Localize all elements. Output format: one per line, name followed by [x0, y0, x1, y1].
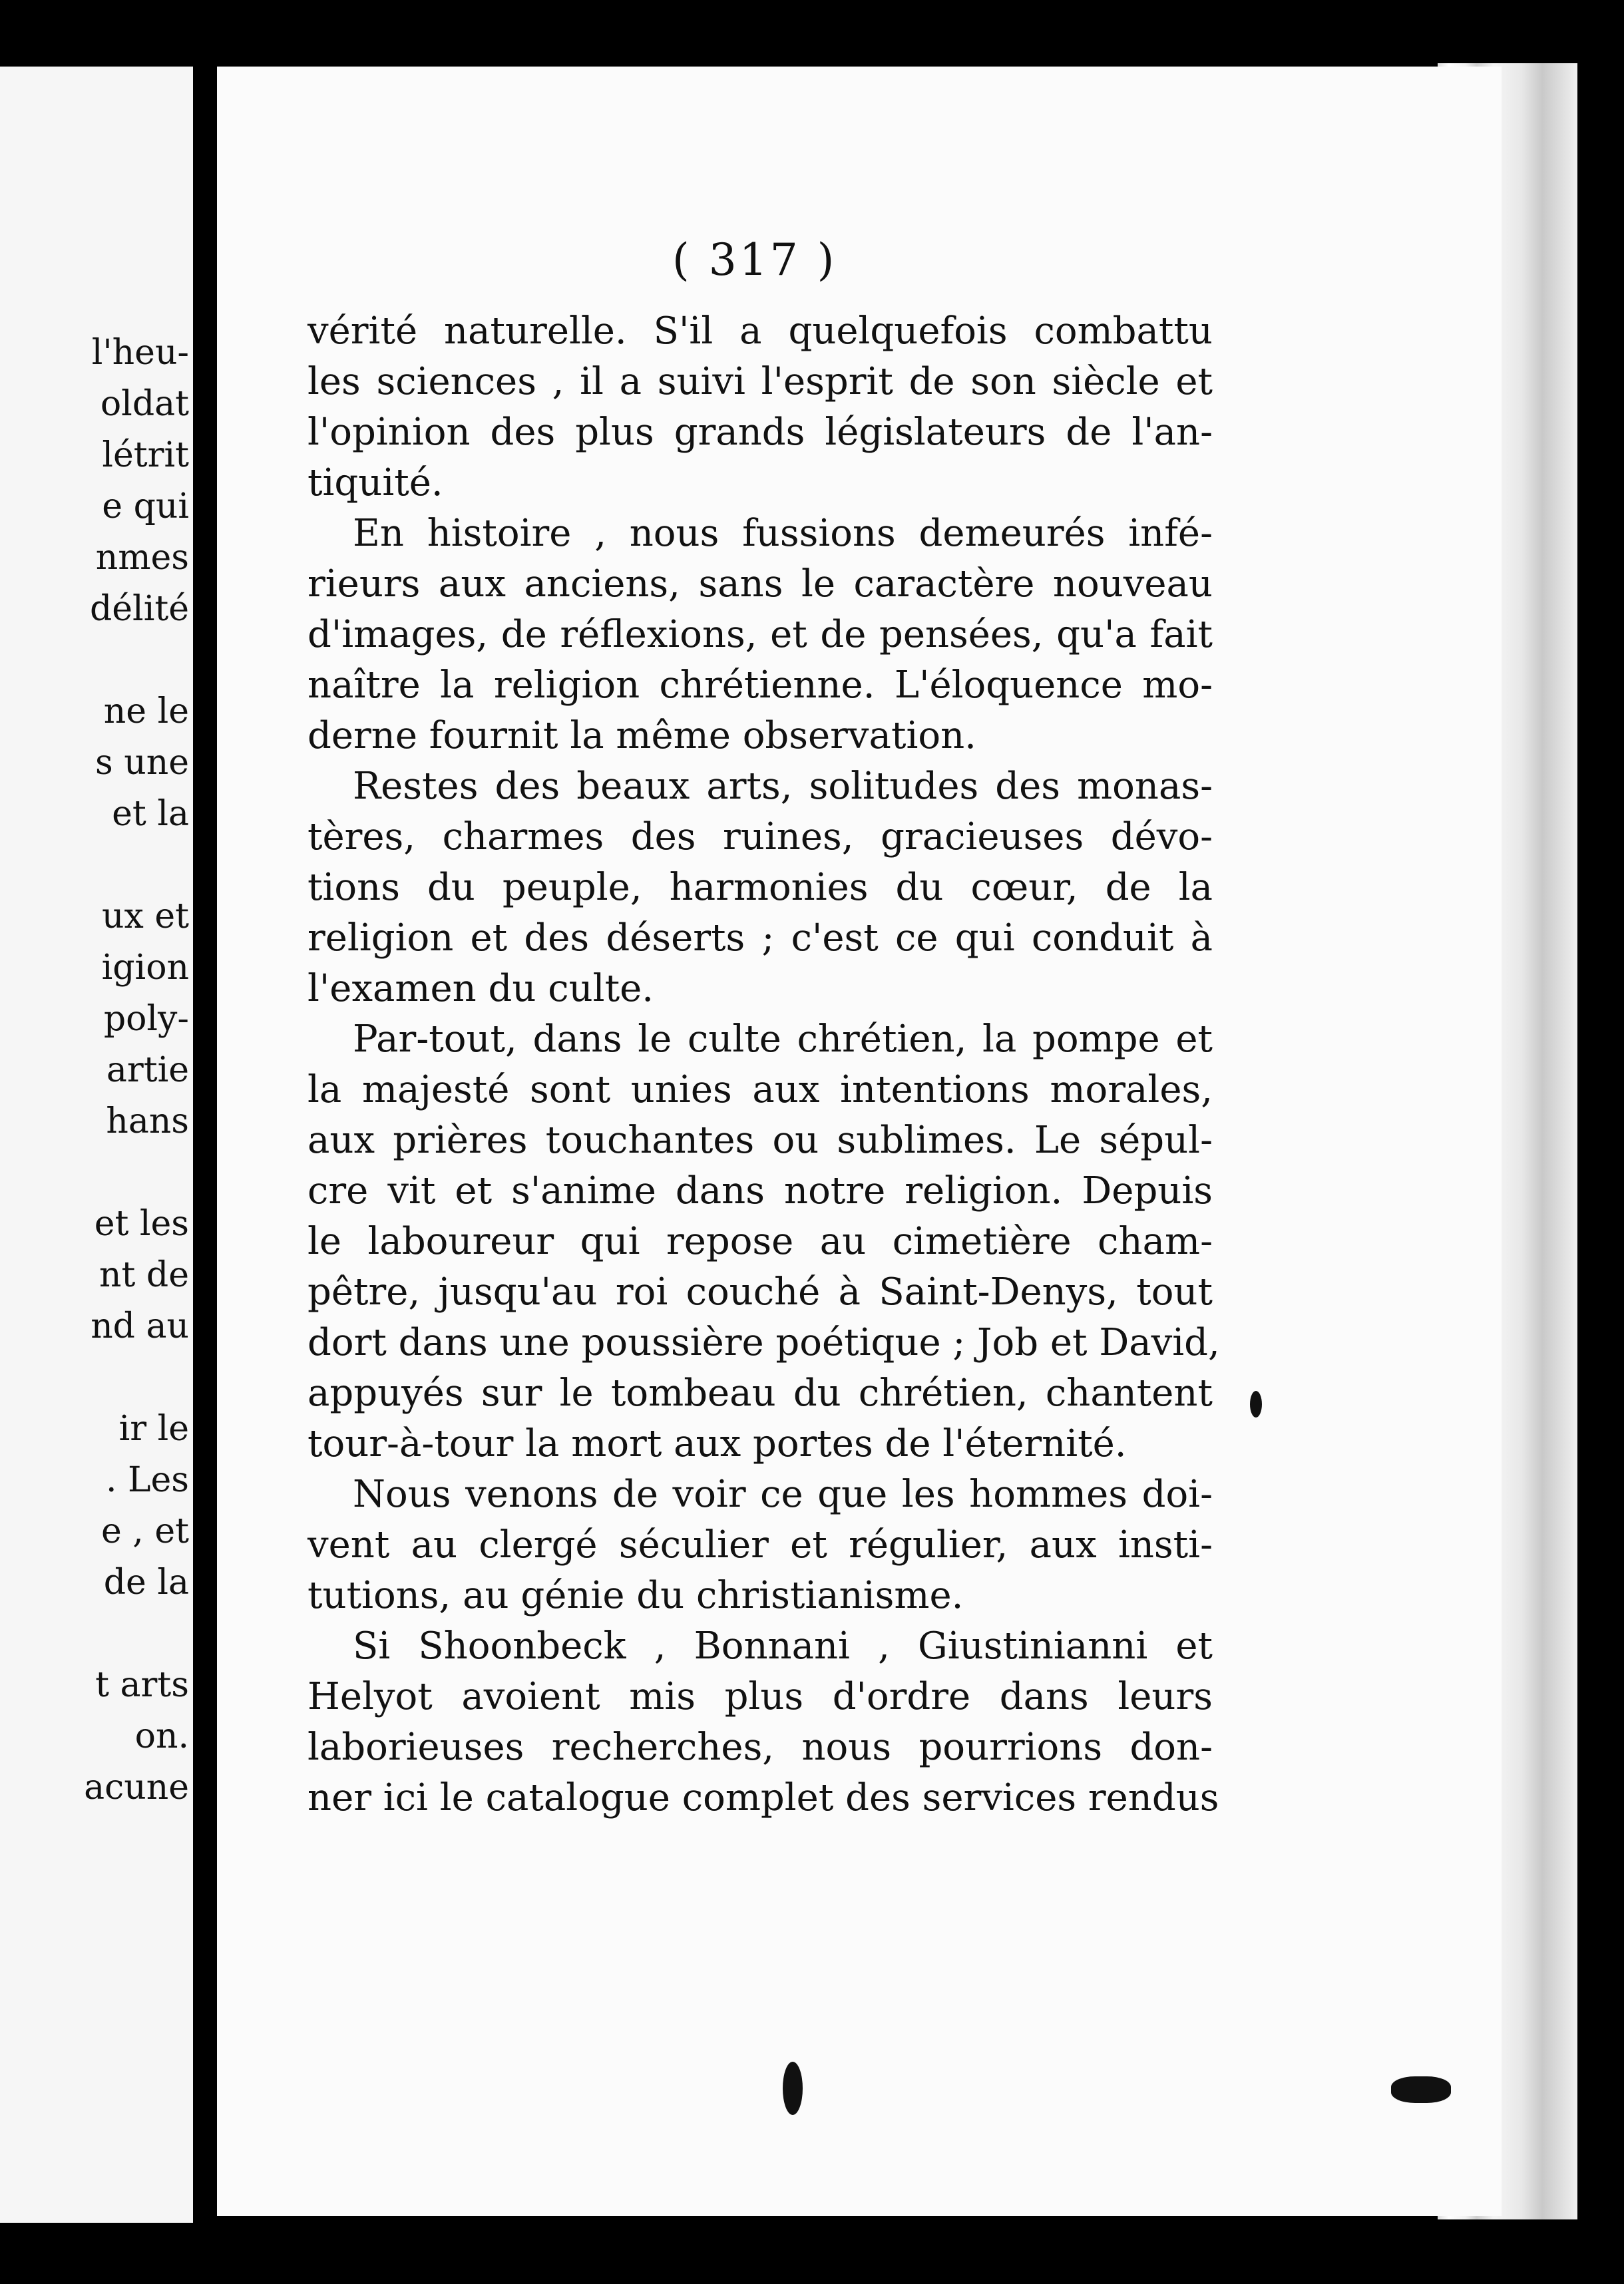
previous-page-line: ux et — [101, 896, 189, 936]
previous-page-line: nmes — [95, 538, 189, 578]
previous-page-line: poly- — [103, 999, 189, 1039]
text-line: En histoire , nous fussions demeurés infé- — [353, 512, 1213, 555]
text-line: tour-à-tour la mort aux portes de l'éternité. — [307, 1422, 1127, 1465]
body-text — [307, 306, 1220, 1823]
previous-page-line: ne le — [103, 691, 189, 731]
text-line: Par-tout, dans le culte chrétien, la pompe et — [353, 1018, 1213, 1061]
text-line: ner ici le catalogue complet des services rendus — [307, 1776, 1219, 1819]
text-line: appuyés sur le tombeau du chrétien, chantent — [307, 1372, 1213, 1415]
text-line: d'images, de réflexions, et de pensées, qu'a fait — [307, 613, 1213, 656]
previous-page-line: ir le — [118, 1409, 189, 1449]
previous-page-line: létrit — [102, 435, 189, 475]
previous-page-line: et la — [112, 794, 189, 834]
previous-page-line: nt de — [99, 1255, 189, 1295]
text-line: tiquité. — [307, 461, 443, 504]
text-line: religion et des déserts ; c'est ce qui conduit à — [307, 916, 1213, 960]
previous-page-line: nd au — [91, 1306, 189, 1346]
ink-blot — [1250, 1391, 1262, 1418]
previous-page-line: on. — [134, 1716, 189, 1756]
previous-page-line: s une — [95, 743, 189, 783]
text-line: l'opinion des plus grands législateurs de l'an- — [307, 411, 1213, 454]
previous-page-line: e qui — [102, 486, 189, 526]
previous-page-line: hans — [106, 1101, 189, 1141]
text-line: dort dans une poussière poétique ; Job et David, — [307, 1321, 1220, 1364]
text-line: Si Shoonbeck , Bonnani , Giustinianni et — [353, 1624, 1213, 1668]
text-line: la majesté sont unies aux intentions morales, — [307, 1068, 1213, 1111]
text-line: cre vit et s'anime dans notre religion. Depuis — [307, 1169, 1213, 1213]
text-line: tères, charmes des ruines, gracieuses dévo- — [307, 815, 1213, 858]
previous-page-line: acune — [84, 1768, 189, 1808]
text-line: laborieuses recherches, nous pourrions don- — [307, 1726, 1213, 1769]
text-line: tutions, au génie du christianisme. — [307, 1574, 964, 1617]
previous-page-line: artie — [106, 1050, 189, 1090]
text-line: pêtre, jusqu'au roi couché à Saint-Denys, tout — [307, 1270, 1213, 1314]
previous-page-line: l'heu- — [91, 333, 189, 373]
ink-blot — [1391, 2076, 1451, 2103]
text-line: le laboureur qui repose au cimetière cham- — [307, 1220, 1213, 1263]
previous-page-line: igion — [101, 948, 189, 988]
text-line: aux prières touchantes ou sublimes. Le sépul- — [307, 1119, 1213, 1162]
previous-page-fragment — [0, 67, 202, 2223]
previous-page-line: oldat — [100, 384, 189, 424]
previous-page-line: . Les — [105, 1460, 189, 1500]
previous-page-line: de la — [103, 1563, 189, 1603]
previous-page-line: e , et — [101, 1511, 189, 1551]
previous-page-line: et les — [94, 1204, 189, 1244]
text-line: rieurs aux anciens, sans le caractère nouveau — [307, 562, 1213, 606]
text-line: vérité naturelle. S'il a quelquefois combattu — [307, 309, 1213, 353]
text-line: naître la religion chrétienne. L'éloquence mo- — [307, 664, 1213, 707]
text-line: vent au clergé séculier et régulier, aux insti- — [307, 1523, 1213, 1567]
text-line: Helyot avoient mis plus d'ordre dans leurs — [307, 1675, 1213, 1718]
text-line: Nous venons de voir ce que les hommes doi- — [353, 1473, 1213, 1516]
text-line: Restes des beaux arts, solitudes des monas- — [353, 765, 1213, 808]
page-number: ( 317 ) — [672, 234, 837, 286]
ink-blot — [783, 2062, 803, 2115]
text-line: l'examen du culte. — [307, 967, 654, 1010]
previous-page-line: t arts — [95, 1665, 189, 1705]
text-line: tions du peuple, harmonies du cœur, de la — [307, 866, 1213, 909]
text-line: derne fournit la même observation. — [307, 714, 976, 757]
text-line: les sciences , il a suivi l'esprit de son siècle et — [307, 360, 1213, 403]
previous-page-line: délité — [90, 589, 189, 629]
